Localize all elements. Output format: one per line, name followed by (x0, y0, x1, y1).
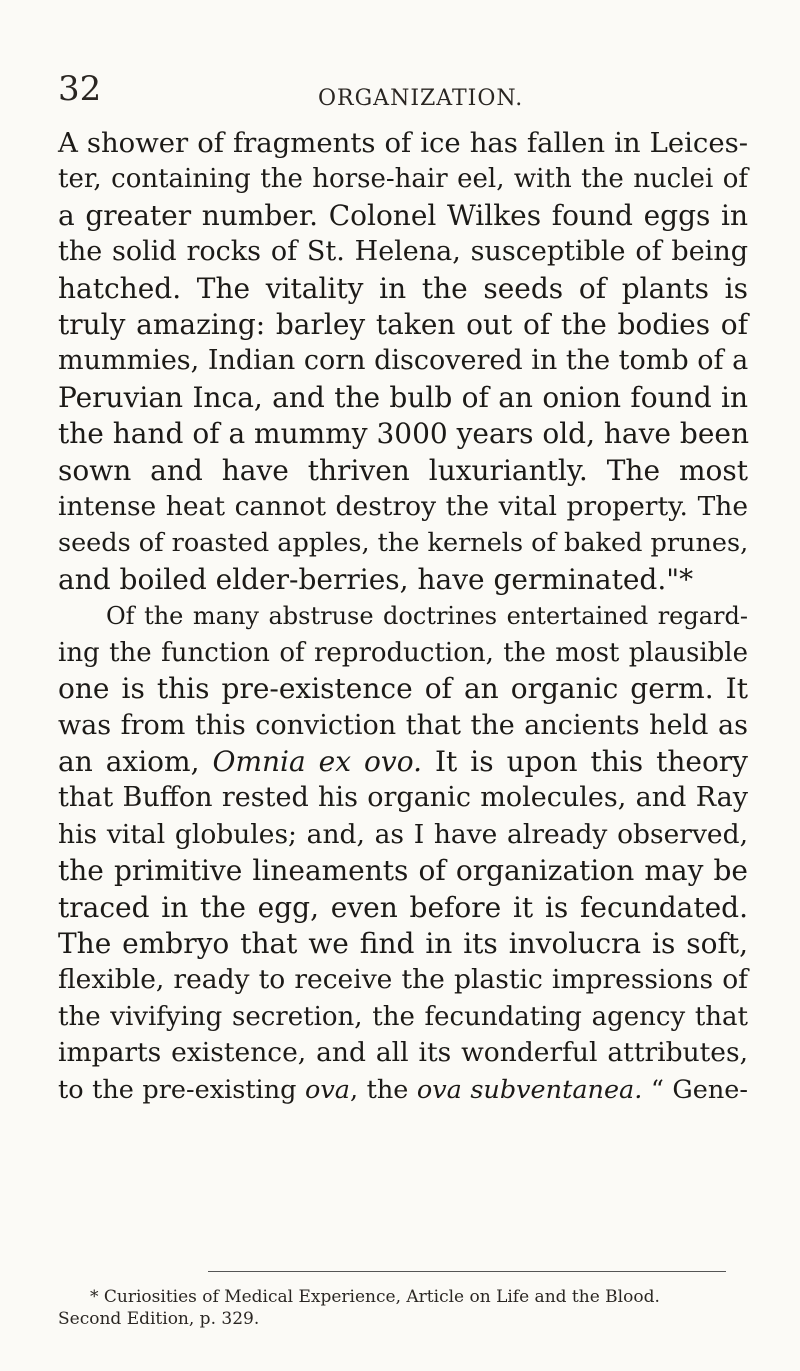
text-line: sown and have thriven luxuriantly. The most (58, 453, 748, 487)
footnote-divider (208, 1271, 726, 1272)
text-line: seeds of roasted apples, the kernels of baked prunes, (58, 528, 749, 559)
text-line: his vital globules; and, as I have already observed, (58, 818, 748, 850)
text-run: “ Gene- (642, 1074, 748, 1105)
text-line: the vivifying secretion, the fecundating agency that (58, 1001, 748, 1032)
text-line: the primitive lineaments of organization may be (58, 854, 748, 888)
text-line: truly amazing: barley taken out of the bodies of (58, 308, 748, 342)
text-run: an axiom, (58, 744, 213, 778)
text-line: and boiled elder-berries, have germinated."* (58, 562, 694, 596)
text-line: intense heat cannot destroy the vital property. The (58, 491, 748, 523)
text-line: one is this pre-existence of an organic germ. It (58, 672, 748, 706)
footnote-line: Second Edition, p. 329. (58, 1309, 260, 1329)
text-line: a greater number. Colonel Wilkes found eggs in (58, 198, 748, 232)
body-text (58, 125, 748, 1108)
footnote (58, 1286, 750, 1330)
text-line-with-italic (58, 744, 748, 780)
text-run: , the (349, 1074, 417, 1105)
text-line: mummies, Indian corn discovered in the tomb of a (58, 345, 749, 377)
text-line: the solid rocks of St. Helena, susceptible of being (58, 236, 748, 268)
text-line: Of the many abstruse doctrines entertained regard- (106, 602, 748, 631)
text-line: imparts existence, and all its wonderful attributes, (58, 1037, 748, 1069)
text-line: was from this conviction that the ancients held as (58, 709, 748, 741)
text-run: It is upon this theory (421, 744, 748, 778)
text-line-with-italic (58, 1072, 748, 1108)
text-line: that Buffon rested his organic molecules, and Ray (58, 782, 748, 814)
paragraph-2 (58, 598, 748, 1108)
running-head: ORGANIZATION. (318, 86, 524, 111)
text-line: Peruvian Inca, and the bulb of an onion found in (58, 380, 748, 414)
latin-term: ova subventanea. (416, 1074, 643, 1105)
text-line: traced in the egg, even before it is fecundated. (58, 890, 748, 924)
footnote-line: * Curiosities of Medical Experience, Article on Life and the Blood. (90, 1287, 660, 1307)
text-run: to the pre-existing (58, 1074, 305, 1105)
text-line: ter, containing the horse-hair eel, with the nuclei of (58, 164, 748, 195)
page-number: 32 (58, 69, 102, 109)
text-line: the hand of a mummy 3000 years old, have been (58, 417, 750, 451)
paragraph-1 (58, 125, 748, 598)
text-line: hatched. The vitality in the seeds of plants is (58, 271, 748, 305)
text-line: A shower of fragments of ice has fallen in Leices- (58, 127, 748, 159)
latin-term: ova (304, 1074, 350, 1105)
text-line: ing the function of reproduction, the most plausible (58, 637, 748, 668)
latin-phrase: Omnia ex ovo. (212, 744, 422, 778)
text-line: The embryo that we find in its involucra is soft, (58, 926, 748, 960)
text-line: flexible, ready to receive the plastic impressions of (58, 964, 748, 996)
